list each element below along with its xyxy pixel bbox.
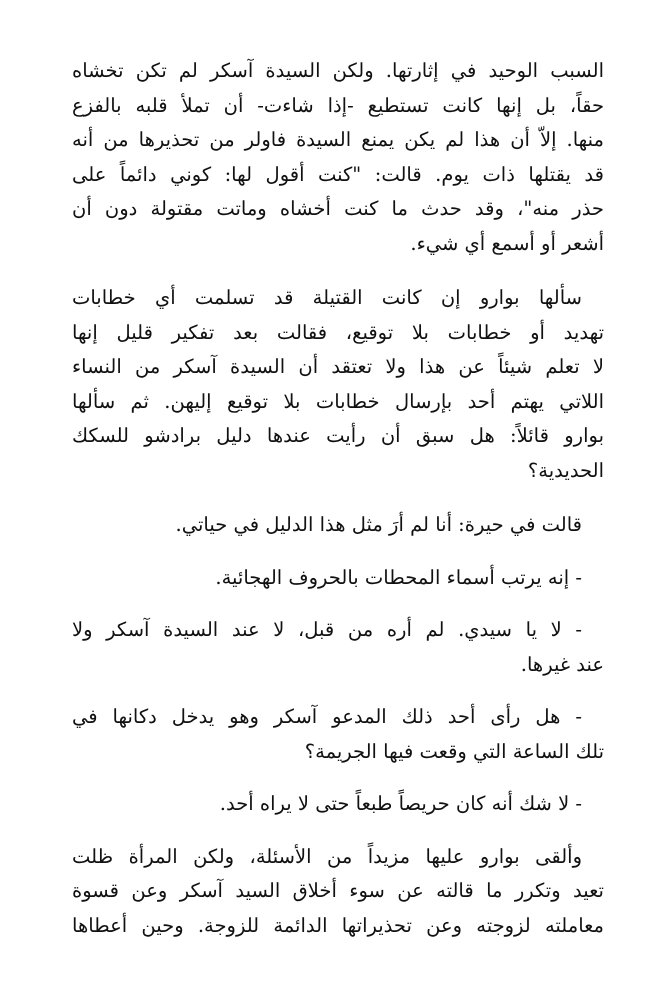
text-line: منها. إلاّ أن هذا لم يكن يمنع السيدة فاولر من تحذيرها من أنه [72, 128, 604, 151]
text-line: عند غيرها. [520, 652, 604, 676]
text-line: حذر منه"، وقد حدث ما كنت أخشاه وماتت مقتولة دون أن [72, 197, 604, 220]
text-line: - لا يا سيدي. لم أره من قبل، لا عند السيدة آسكر ولا [72, 618, 582, 641]
text-line: قد يقتلها ذات يوم. قالت: "كنت أقول لها: كوني دائماً على [72, 162, 604, 186]
text-line: لا تعلم شيئاً عن هذا ولا تعتقد أن السيدة آسكر من النساء [72, 355, 604, 378]
text-line: السبب الوحيد في إثارتها. ولكن السيدة آسكر لم تكن تخشاه [72, 59, 604, 82]
paragraph-5 [72, 613, 604, 682]
paragraph-8 [72, 840, 604, 944]
paragraph-6 [72, 700, 604, 769]
paragraph-2 [72, 281, 604, 488]
paragraph-3 [72, 508, 604, 543]
paragraph-4 [72, 561, 604, 596]
text-line: - هل رأى أحد ذلك المدعو آسكر وهو يدخل دكانها في [72, 705, 582, 728]
text-line: الحديدية؟ [527, 458, 604, 482]
text-line: أشعر أو أسمع أي شيء. [410, 231, 604, 255]
text-line: - لا شك أنه كان حريصاً طبعاً حتى لا يراه أحد. [219, 792, 582, 815]
text-line: قالت في حيرة: أنا لم أرَ مثل هذا الدليل في حياتي. [175, 513, 582, 536]
text-line: تهديد أو خطابات بلا توقيع، فقالت بعد تفكير قليل إنها [72, 320, 604, 344]
text-line: تلك الساعة التي وقعت فيها الجريمة؟ [304, 739, 604, 763]
paragraph-1 [72, 54, 604, 261]
text-line: بوارو قائلاً: هل سبق أن رأيت عندها دليل برادشو للسكك [72, 424, 604, 447]
book-page [72, 54, 604, 943]
text-line: وألقى بوارو عليها مزيداً من الأسئلة، ولكن المرأة ظلت [72, 844, 582, 868]
text-line: اللاتي يهتم أحد بإرسال خطابات بلا توقيع إليهن. ثم سألها [72, 389, 604, 413]
text-line: تعيد وتكرر ما قالته عن سوء أخلاق السيد آسكر وعن قسوة [72, 879, 604, 902]
paragraph-7 [72, 787, 604, 822]
text-line: حقاً، بل إنها كانت تستطيع -إذا شاءت- أن تملأ قلبه بالفزع [72, 93, 604, 117]
text-line: معاملته لزوجته وعن تحذيراتها الدائمة للزوجة. وحين أعطاها [72, 913, 604, 937]
text-line: سألها بوارو إن كانت القتيلة قد تسلمت أي خطابات [72, 286, 582, 309]
text-line: - إنه يرتب أسماء المحطات بالحروف الهجائية. [215, 565, 582, 589]
